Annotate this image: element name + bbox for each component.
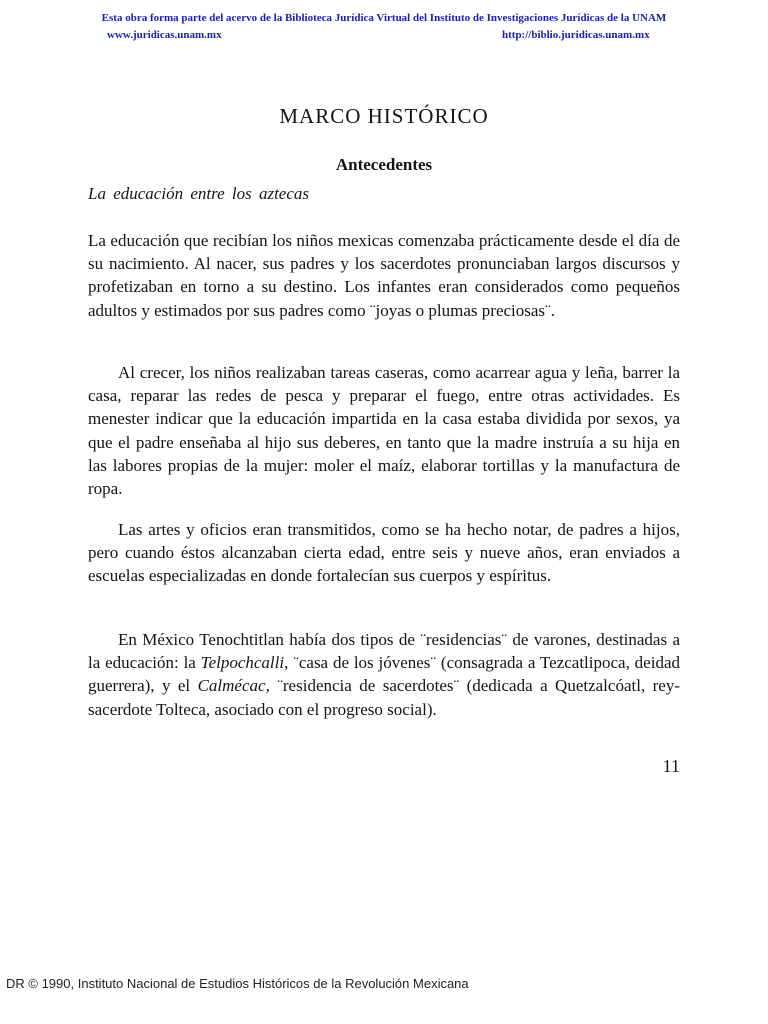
- paragraph-3: Las artes y oficios eran transmitidos, como se ha hecho notar, de padres a hijos, pero cuando éstos alcanzaban cierta edad, entre seis y nueve años, eran enviados a escuelas especializadas en donde fortalecían sus cuerpos y espíritus.: [88, 520, 680, 586]
- paragraph-4-text-b: , ¨casa de los jóvenes¨ (consagrada a Tezcatlipoca, deidad guerrera), y el: [88, 653, 680, 696]
- subsection-title: La educación entre los aztecas: [88, 184, 309, 203]
- paragraph-1: La educación que recibían los niños mexicas comenzaba prácticamente desde el día de su nacimiento. Al nacer, sus padres y los sacerdotes pronunciaban largos discursos y profetizaban en torno a su destino. Los infantes eran considerados como pequeños adultos y estimados por sus padres como ¨joyas o plumas preciosas¨.: [88, 231, 680, 320]
- copyright-footer: DR © 1990, Instituto Nacional de Estudios Históricos de la Revolución Mexicana: [6, 976, 469, 991]
- paragraph-4-text-a: En México Tenochtitlan había dos tipos de ¨residencias¨ de varones, destinadas a la educación: la: [88, 630, 680, 673]
- chapter-title: MARCO HISTÓRICO: [279, 104, 489, 129]
- section-title: Antecedentes: [335, 155, 433, 175]
- calmecac-term: Calmécac: [197, 676, 266, 696]
- paragraph-2: Al crecer, los niños realizaban tareas caseras, como acarrear agua y leña, barrer la casa, reparar las redes de pesca y preparar el fuego, entre otras actividades. Es menester indicar que la educación impartida en la casa estaba dividida por sexos, ya que el padre enseñaba al hijo sus deberes, en tanto que la madre instruía a su hija en las labores propias de la mujer: moler el maíz, elaborar tortillas y la manufactura de ropa.: [88, 363, 680, 499]
- biblio-link[interactable]: http://biblio.juridicas.unam.mx: [502, 29, 650, 41]
- paragraph-4: [88, 628, 680, 721]
- paragraph-4-text-c: , ¨residencia de sacerdotes¨ (dedicada a Quetzalcóatl, rey-sacerdote Tolteca, asociado con el progreso social).: [88, 676, 680, 719]
- page-number: 11: [662, 756, 680, 776]
- library-notice: Esta obra forma parte del acervo de la Biblioteca Jurídica Virtual del Instituto de Investigaciones Jurídicas de la UNAM: [101, 12, 667, 24]
- telpochcalli-term: Telpochcalli: [200, 653, 285, 673]
- juridicas-link[interactable]: www.juridicas.unam.mx: [107, 29, 222, 41]
